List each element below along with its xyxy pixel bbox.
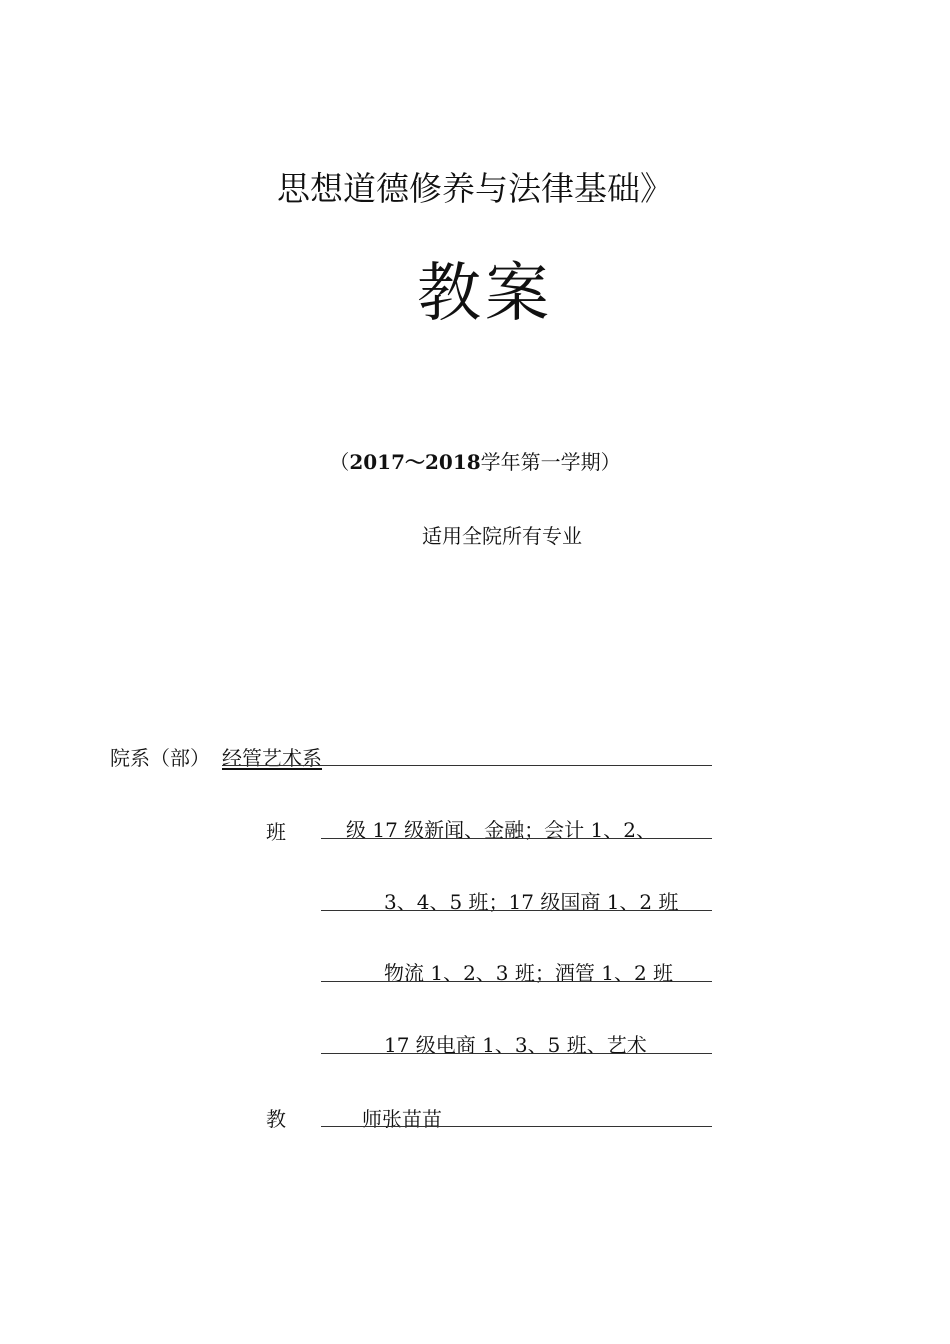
class-underline-3 <box>321 981 712 982</box>
class-underline-4 <box>321 1053 712 1054</box>
term-suffix: 学年第一学期） <box>480 450 621 474</box>
class-line-3: 物流 1、2、3 班；酒管 1、2 班 <box>384 961 674 985</box>
term-open-paren: （ <box>329 450 350 474</box>
class-line-4: 17 级电商 1、3、5 班、艺术 <box>384 1033 647 1057</box>
department-value: 经管艺术系 <box>222 746 322 770</box>
teacher-label: 教 <box>266 1107 286 1131</box>
department-underline <box>222 765 712 766</box>
academic-term <box>0 446 950 475</box>
class-line-1: 级 17 级新闻、金融；会计 1、2、 <box>346 818 656 842</box>
teacher-underline <box>321 1126 712 1127</box>
department-label: 院系（部） <box>110 746 210 770</box>
applicable-scope: 适用全院所有专业 <box>422 524 582 548</box>
teacher-value: 师张苗苗 <box>362 1107 442 1131</box>
class-label: 班 <box>266 820 286 844</box>
course-title: 思想道德修养与法律基础》 <box>277 169 673 208</box>
class-underline-2 <box>321 910 712 911</box>
term-years: 2017～2018 <box>349 450 481 474</box>
class-underline-1 <box>321 838 712 839</box>
class-line-2: 3、4、5 班；17 级国商 1、2 班 <box>384 890 679 914</box>
document-type-title: 教案 <box>417 257 553 331</box>
